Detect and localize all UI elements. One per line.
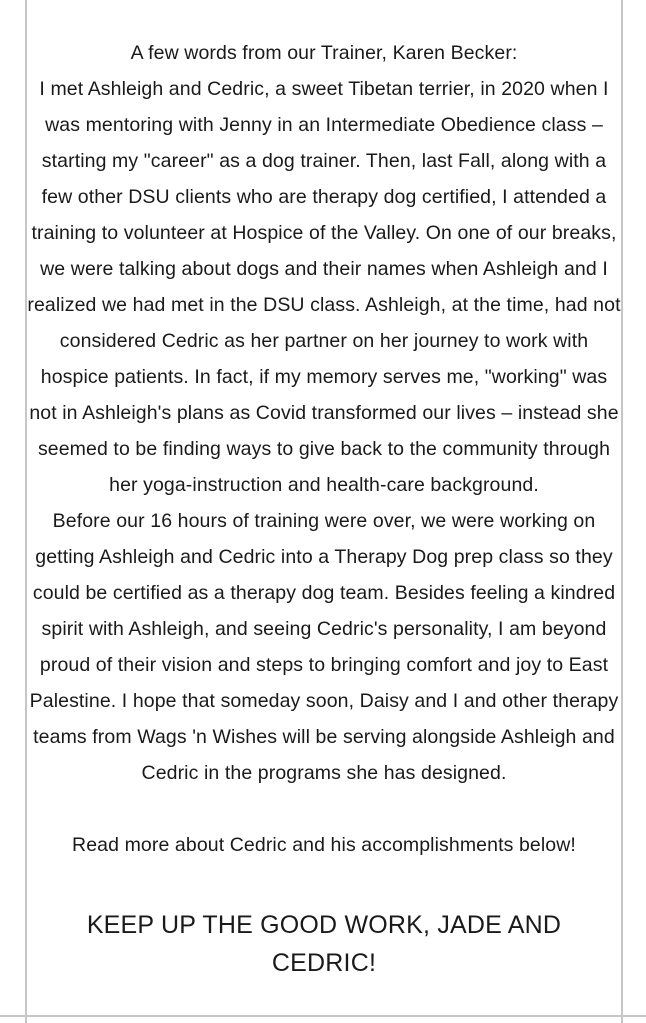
text-line: Before our 16 hours of training were over, we were working on: [52, 510, 596, 532]
text-line: I met Ashleigh and Cedric, a sweet Tibetan terrier, in 2020 when I: [39, 78, 609, 100]
text-line: starting my "career" as a dog trainer. Then, last Fall, along with a: [41, 150, 607, 172]
article-content: [27, 35, 621, 982]
page-right-border: [621, 0, 623, 1023]
text-line: proud of their vision and steps to bringing comfort and joy to East: [39, 654, 609, 676]
text-line: few other DSU clients who are therapy dog certified, I attended a: [41, 186, 607, 208]
read-more-line: Read more about Cedric and his accomplishments below!: [72, 834, 576, 856]
text-line: considered Cedric as her partner on her journey to work with: [59, 330, 589, 352]
closing-heading: [27, 906, 621, 982]
text-line: seemed to be finding ways to give back to the community through: [37, 438, 611, 460]
text-line: realized we had met in the DSU class. Ashleigh, at the time, had not: [27, 294, 621, 316]
text-line: Cedric in the programs she has designed.: [141, 762, 507, 784]
text-line: was mentoring with Jenny in an Intermediate Obedience class –: [45, 114, 603, 136]
text-line: getting Ashleigh and Cedric into a Therapy Dog prep class so they: [35, 546, 613, 568]
text-line: could be certified as a therapy dog team. Besides feeling a kindred: [32, 582, 616, 604]
text-line: her yoga-instruction and health-care background.: [109, 474, 539, 496]
text-line: CEDRIC!: [271, 949, 377, 977]
text-line: we were talking about dogs and their names when Ashleigh and I: [40, 258, 608, 280]
text-line: hospice patients. In fact, if my memory serves me, "working" was: [40, 366, 608, 388]
trainer-intro-line: A few words from our Trainer, Karen Becker:: [130, 42, 518, 64]
paragraph-2: [27, 503, 621, 791]
paragraph-1: [27, 71, 621, 503]
text-line: not in Ashleigh's plans as Covid transformed our lives – instead she: [29, 402, 619, 424]
text-line: KEEP UP THE GOOD WORK, JADE AND: [86, 911, 562, 939]
text-line: Palestine. I hope that someday soon, Daisy and I and other therapy: [29, 690, 619, 712]
bottom-divider: [0, 1015, 646, 1017]
text-line: spirit with Ashleigh, and seeing Cedric's personality, I am beyond: [41, 618, 607, 640]
text-line: training to volunteer at Hospice of the Valley. On one of our breaks,: [31, 222, 617, 244]
text-line: teams from Wags 'n Wishes will be serving alongside Ashleigh and: [33, 726, 615, 748]
